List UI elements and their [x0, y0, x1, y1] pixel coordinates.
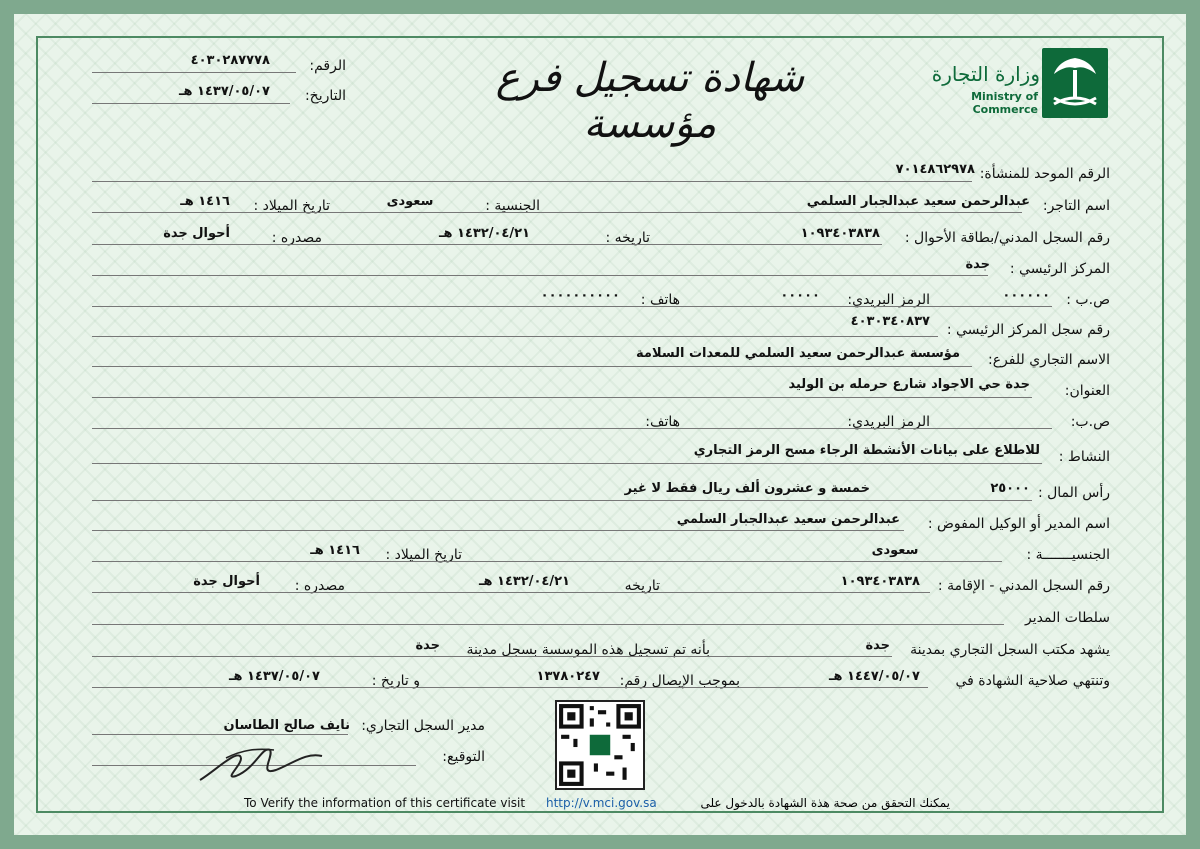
- director-label: مدير السجل التجاري:: [361, 718, 485, 734]
- source-label: مصدره :: [271, 230, 322, 246]
- receipt-date-value: ١٤٣٧/٠٥/٠٧ هـ: [229, 669, 320, 684]
- certify-text2: بأنه تم تسجيل هذه الموسسة بسجل مدينة: [466, 642, 710, 658]
- pobox-line: [92, 306, 1052, 307]
- receipt-label: بموجب الإيصال رقم:: [619, 673, 740, 689]
- m-civil-date-value: ١٤٣٢/٠٤/٢١ هـ: [479, 574, 570, 589]
- m-nationality-label: الجنسيـــــــة :: [1026, 547, 1110, 563]
- certify-city: جدة: [865, 638, 890, 653]
- m-civil-label: رقم السجل المدني - الإقامة :: [937, 578, 1110, 594]
- phone2-label: هاتف:: [645, 414, 680, 430]
- pobox-value: ٠٠٠٠٠٠: [1002, 288, 1050, 303]
- source-value: أحوال جدة: [163, 226, 230, 241]
- unified-line: [92, 181, 972, 182]
- expiry-label: وتنتهي صلاحية الشهادة في: [955, 673, 1110, 689]
- m-source-value: أحوال جدة: [193, 574, 260, 589]
- authority-line: [92, 624, 1004, 625]
- certify-city2: جدة: [415, 638, 440, 653]
- civil-value: ١٠٩٣٤٠٣٨٣٨: [800, 226, 880, 241]
- address-line: [92, 397, 1032, 398]
- unified-value: ٧٠١٤٨٦٢٩٧٨: [895, 162, 975, 177]
- m-civil-value: ١٠٩٣٤٠٣٨٣٨: [840, 574, 920, 589]
- postal-label: الرمز البريدي:: [847, 292, 930, 308]
- authority-label: سلطات المدير: [1025, 610, 1110, 626]
- date-label: التاريخ:: [304, 88, 346, 104]
- m-nationality-value: سعودى: [871, 543, 919, 558]
- capital-line: [92, 500, 1032, 501]
- phone-label: هاتف :: [640, 292, 680, 308]
- birth-value: ١٤١٦ هـ: [180, 194, 230, 209]
- hq-line: [92, 275, 988, 276]
- qr-code-icon: [557, 702, 643, 788]
- hq-value: جدة: [965, 257, 990, 272]
- receipt-date-label: و تاريخ :: [371, 673, 420, 689]
- merchant-label: اسم التاجر:: [1042, 198, 1110, 214]
- manager-value: عبدالرحمن سعيد عبدالجبار السلمي: [676, 512, 900, 527]
- ministry-name-en: Ministry of Commerce: [971, 90, 1038, 116]
- director-line: [92, 734, 348, 735]
- verify-text-ar: يمكنك التحقق من صحة هذة الشهادة بالدخول على: [700, 796, 950, 810]
- ministry-emblem: [1042, 48, 1108, 118]
- verify-url[interactable]: http://v.mci.gov.sa: [546, 796, 657, 810]
- pobox2-line: [92, 428, 1052, 429]
- capital-value: ٢٥٠٠٠: [990, 481, 1030, 496]
- signature-label: التوقيع:: [442, 749, 485, 765]
- merchant-line: [92, 212, 1022, 213]
- certify-line: [92, 656, 892, 657]
- nationality-value: سعودى: [386, 194, 434, 209]
- hq-reg-line: [92, 336, 938, 337]
- civil-date-value: ١٤٣٢/٠٤/٢١ هـ: [439, 226, 530, 241]
- number-value: ٤٠٣٠٢٨٧٧٧٨: [190, 53, 270, 68]
- date-value: ١٤٣٧/٠٥/٠٧ هـ: [179, 84, 270, 99]
- number-label: الرقم:: [309, 58, 346, 74]
- birth-label: تاريخ الميلاد :: [253, 198, 330, 214]
- certify-text: يشهد مكتب السجل التجاري بمدينة: [910, 642, 1110, 658]
- civil-date-label: تاريخه :: [605, 230, 650, 246]
- hq-reg-value: ٤٠٣٠٣٤٠٨٣٧: [850, 314, 930, 329]
- activity-value: للاطلاع على بيانات الأنشطة الرجاء مسح الرمز التجاري: [693, 443, 1040, 458]
- nationality-label: الجنسية :: [485, 198, 540, 214]
- manager-line: [92, 530, 904, 531]
- director-value: نايف صالح الطاسان: [223, 718, 350, 733]
- receipt-value: ١٣٧٨٠٢٤٧: [536, 669, 600, 684]
- manager-label: اسم المدير أو الوكيل المفوض :: [927, 516, 1110, 532]
- capital-label: رأس المال :: [1037, 485, 1110, 501]
- expiry-line: [92, 687, 928, 688]
- m-birth-label: تاريخ الميلاد :: [385, 547, 462, 563]
- phone-value: ٠٠٠٠٠٠٠٠٠٠: [540, 288, 620, 303]
- expiry-value: ١٤٤٧/٠٥/٠٧ هـ: [829, 669, 920, 684]
- branch-name-line: [92, 366, 972, 367]
- qr-code: [555, 700, 645, 790]
- m-nationality-line: [92, 561, 1002, 562]
- postal2-label: الرمز البريدي:: [847, 414, 930, 430]
- activity-label: النشاط :: [1058, 449, 1110, 465]
- civil-label: رقم السجل المدني/بطاقة الأحوال :: [904, 230, 1110, 246]
- m-source-label: مصدره :: [294, 578, 345, 594]
- m-birth-value: ١٤١٦ هـ: [310, 543, 360, 558]
- certificate-title: شهادة تسجيل فرع مؤسسة: [495, 55, 805, 147]
- capital-words: خمسة و عشرون ألف ريال فقط لا غير: [624, 481, 870, 496]
- hq-reg-label: رقم سجل المركز الرئيسي :: [946, 322, 1110, 338]
- address-value: جدة حي الاجواد شارع حرمله بن الوليد: [788, 377, 1030, 392]
- activity-line: [92, 463, 1042, 464]
- verify-text-en: To Verify the information of this certificate visit: [244, 796, 526, 810]
- pobox-label: ص.ب :: [1066, 292, 1110, 308]
- signature-image: [196, 740, 326, 786]
- palm-swords-icon: [1042, 48, 1108, 118]
- m-civil-date-label: تاريخه: [624, 578, 660, 594]
- merchant-value: عبدالرحمن سعيد عبدالجبار السلمي: [806, 194, 1030, 209]
- number-line: [92, 72, 296, 73]
- date-line: [92, 103, 290, 104]
- hq-label: المركز الرئيسي :: [1009, 261, 1110, 277]
- pobox2-label: ص.ب:: [1070, 414, 1110, 430]
- address-label: العنوان:: [1064, 383, 1110, 399]
- inner-border: [36, 36, 1164, 813]
- branch-name-value: مؤسسة عبدالرحمن سعيد السلمي للمعدات السلامة: [636, 346, 960, 361]
- civil-line: [92, 244, 882, 245]
- m-civil-line: [92, 592, 930, 593]
- branch-name-label: الاسم التجاري للفرع:: [987, 352, 1110, 368]
- unified-label: الرقم الموحد للمنشأة:: [979, 166, 1110, 182]
- postal-value: ٠٠٠٠٠: [780, 288, 820, 303]
- ministry-name-ar: وزارة التجارة: [931, 62, 1040, 86]
